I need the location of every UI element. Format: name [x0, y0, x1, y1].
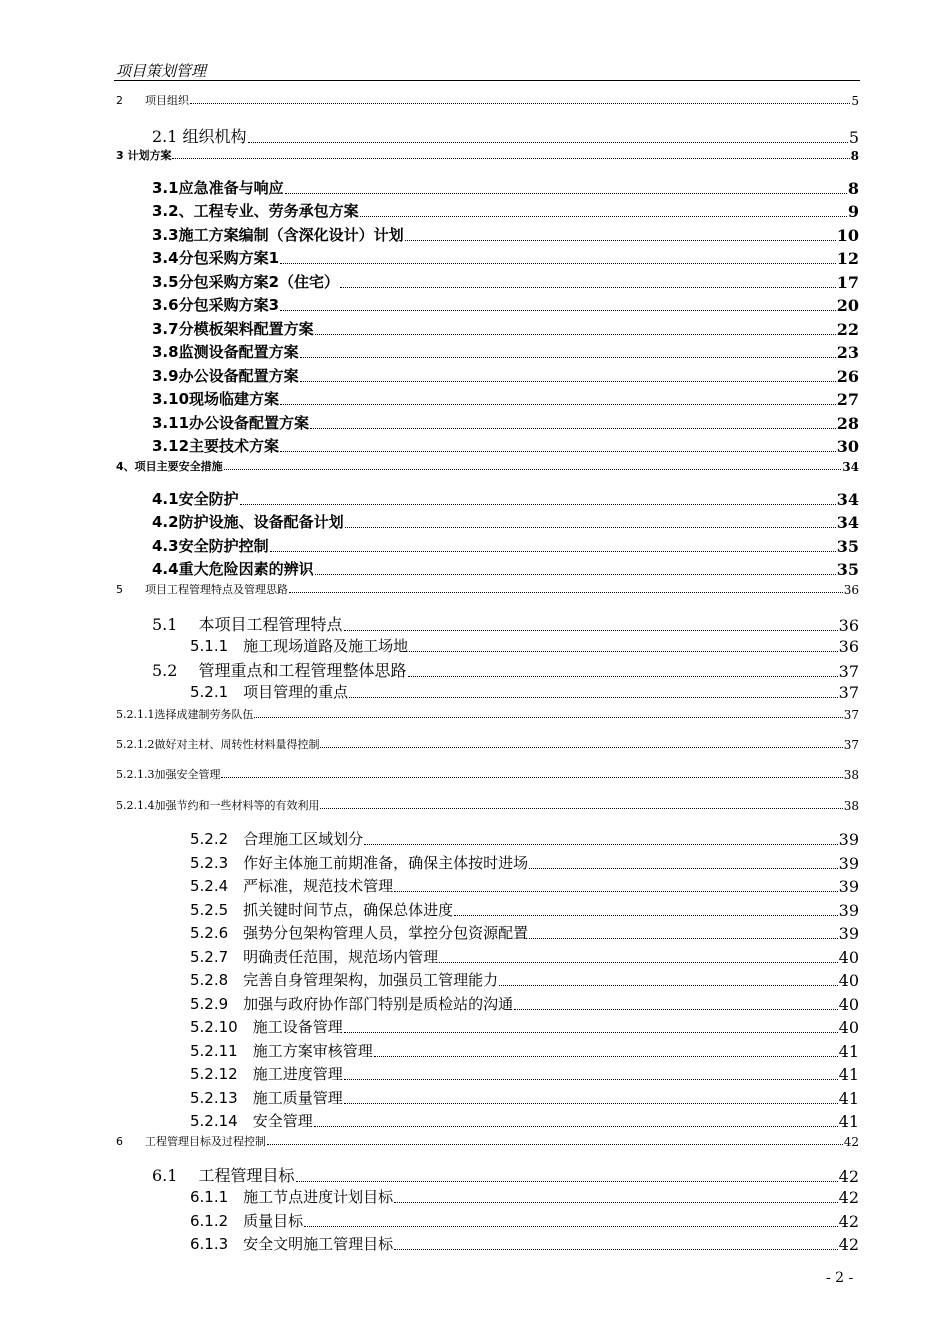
toc-entry[interactable]: [190, 1186, 859, 1207]
toc-leader: [344, 1103, 838, 1104]
toc-leader: [360, 216, 847, 217]
toc-entry-page: 28: [836, 414, 859, 433]
toc-entry-page: 41: [838, 1042, 859, 1061]
toc-entry-page: 10: [836, 226, 859, 245]
toc-entry[interactable]: [190, 922, 859, 943]
toc-entry-label: 6.1.3 安全文明施工管理目标: [190, 1235, 394, 1253]
toc-leader: [320, 747, 842, 748]
header-title: 项目策划管理: [116, 62, 207, 80]
toc-entry-page: 20: [836, 296, 859, 315]
toc-entry-page: 39: [838, 830, 859, 849]
toc-entry-label: 5.2.1.4加强节约和一些材料等的有效利用: [116, 799, 320, 812]
toc-leader: [340, 287, 836, 288]
toc-entry-label: 2 项目组织: [116, 94, 189, 107]
toc-leader: [248, 142, 848, 143]
toc-entry-page: 34: [836, 490, 859, 509]
toc-entry[interactable]: [152, 488, 859, 509]
toc-entry-label: 3.10现场临建方案: [152, 390, 280, 408]
toc-leader: [394, 1202, 837, 1203]
toc-leader: [314, 1126, 838, 1127]
toc-entry-label: 3.11办公设备配置方案: [152, 414, 310, 432]
toc-entry[interactable]: [152, 412, 859, 433]
toc-entry-label: 3.4分包采购方案1: [152, 249, 280, 267]
toc-leader: [315, 574, 836, 575]
toc-entry-label: 5.2 管理重点和工程管理整体思路: [152, 661, 407, 680]
toc-entry[interactable]: [152, 224, 859, 245]
toc-entry-label: 3 计划方案: [116, 149, 172, 162]
toc-leader: [254, 717, 842, 718]
toc-leader: [394, 891, 837, 892]
toc-entry[interactable]: [190, 1110, 859, 1131]
toc-entry-label: 3.7分模板架料配置方案: [152, 320, 314, 338]
toc-entry[interactable]: [190, 1210, 859, 1231]
toc-leader: [304, 1226, 837, 1227]
toc-entry[interactable]: [116, 1133, 859, 1149]
toc-entry[interactable]: [190, 681, 859, 702]
toc-entry-page: 8: [850, 149, 859, 163]
toc-leader: [364, 844, 837, 845]
toc-entry-label: 6 工程管理目标及过程控制: [116, 1135, 266, 1148]
toc-entry-label: 4.4重大危险因素的辨识: [152, 560, 314, 578]
toc-entry-label: 3.8监测设备配置方案: [152, 343, 299, 361]
toc-entry-label: 3.3施工方案编制（含深化设计）计划: [152, 226, 404, 244]
toc-entry-label: 5.2.13 施工质量管理: [190, 1089, 343, 1107]
toc-leader: [280, 404, 836, 405]
toc-entry[interactable]: [116, 797, 859, 813]
toc-entry[interactable]: [116, 147, 859, 163]
toc-entry[interactable]: [116, 706, 859, 722]
toc-entry-label: 5.2.6 强势分包架构管理人员，掌控分包资源配置: [190, 924, 529, 942]
toc-entry[interactable]: [190, 1063, 859, 1084]
toc-entry-label: 5.2.2 合理施工区域划分: [190, 830, 364, 848]
toc-entry-page: 41: [838, 1065, 859, 1084]
toc-entry-label: 5.2.1 项目管理的重点: [190, 683, 349, 701]
toc-entry[interactable]: [116, 581, 859, 597]
toc-entry-label: 5.2.9 加强与政府协作部门特别是质检站的沟通: [190, 995, 514, 1013]
toc-leader: [310, 428, 836, 429]
toc-entry-page: 40: [838, 971, 859, 990]
toc-leader: [409, 651, 837, 652]
toc-entry-page: 5: [848, 128, 859, 147]
toc-entry-label: 3.6分包采购方案3: [152, 296, 280, 314]
toc-entry-page: 40: [838, 1018, 859, 1037]
toc-leader: [285, 193, 847, 194]
toc-leader: [289, 592, 843, 593]
toc-leader: [344, 630, 838, 631]
toc-leader: [439, 962, 837, 963]
toc-leader: [349, 697, 837, 698]
toc-entry[interactable]: [152, 511, 859, 532]
toc-entry-label: 2.1 组织机构: [152, 127, 247, 146]
toc-entry[interactable]: [152, 341, 859, 362]
toc-entry-label: 5.2.12 施工进度管理: [190, 1065, 343, 1083]
toc-entry[interactable]: [152, 612, 859, 635]
toc-entry-page: 42: [838, 1235, 859, 1254]
toc-leader: [344, 1079, 838, 1080]
toc-entry-page: 42: [838, 1167, 859, 1186]
header-rule: [114, 80, 860, 81]
toc-entry-page: 39: [838, 901, 859, 920]
toc-entry-page: 39: [838, 924, 859, 943]
toc-leader: [280, 451, 836, 452]
toc-leader: [408, 676, 838, 677]
toc-leader: [394, 1249, 837, 1250]
toc-entry-label: 4.2防护设施、设备配备计划: [152, 513, 344, 531]
toc-entry[interactable]: [152, 271, 859, 292]
toc-entry-page: 26: [836, 367, 859, 386]
toc-entry[interactable]: [116, 736, 859, 752]
toc-leader: [221, 777, 842, 778]
toc-entry-label: 5.2.14 安全管理: [190, 1112, 313, 1130]
toc-entry-page: 23: [836, 343, 859, 362]
toc-leader: [499, 985, 837, 986]
toc-entry-label: 5.2.10 施工设备管理: [190, 1018, 343, 1036]
toc-entry-label: 3.1应急准备与响应: [152, 179, 284, 197]
toc-entry-page: 40: [838, 995, 859, 1014]
toc-entry-label: 4.1安全防护: [152, 490, 239, 508]
toc-entry-page: 37: [838, 683, 859, 702]
toc-entry-label: 3.5分包采购方案2（住宅）: [152, 273, 340, 291]
toc-entry-label: 5.2.3 作好主体施工前期准备，确保主体按时进场: [190, 854, 529, 872]
toc-entry-label: 5.2.8 完善自身管理架构，加强员工管理能力: [190, 971, 499, 989]
toc-entry-page: 5: [851, 94, 859, 108]
toc-entry-label: 4.3安全防护控制: [152, 537, 269, 555]
toc-entry[interactable]: [190, 946, 859, 967]
toc-entry[interactable]: [190, 1016, 859, 1037]
toc-entry-page: 39: [838, 877, 859, 896]
toc-entry[interactable]: [152, 658, 859, 681]
toc-entry[interactable]: [190, 899, 859, 920]
toc-entry-label: 5.2.11 施工方案审核管理: [190, 1042, 373, 1060]
toc-entry[interactable]: [152, 247, 859, 268]
toc-entry[interactable]: [152, 124, 859, 147]
toc-entry-label: 5.2.1.1选择成建制劳务队伍: [116, 708, 254, 721]
toc-entry[interactable]: [116, 766, 859, 782]
toc-leader: [315, 334, 836, 335]
toc-entry-label: 6.1.1 施工节点进度计划目标: [190, 1188, 394, 1206]
toc-entry[interactable]: [152, 558, 859, 579]
toc-entry[interactable]: [152, 177, 859, 198]
page-number: - 2 -: [826, 1270, 854, 1286]
toc-entry-page: 42: [843, 1135, 859, 1149]
toc-entry-page: 34: [842, 460, 859, 474]
toc-entry-label: 4、项目主要安全措施: [116, 460, 223, 473]
toc-leader: [296, 1181, 838, 1182]
toc-entry-page: 30: [836, 437, 859, 456]
toc-leader: [374, 1056, 838, 1057]
toc-entry-page: 36: [838, 637, 859, 656]
toc-leader: [514, 1009, 837, 1010]
toc-entry-page: 35: [836, 560, 859, 579]
toc-entry-page: 36: [838, 616, 859, 635]
toc-entry-page: 12: [836, 249, 859, 268]
toc-leader: [529, 868, 837, 869]
toc-entry-label: 3.2、工程专业、劳务承包方案: [152, 202, 359, 220]
toc-entry-page: 8: [847, 179, 859, 198]
toc-entry[interactable]: [190, 1040, 859, 1061]
toc-entry-label: 5.1 本项目工程管理特点: [152, 615, 343, 634]
toc-entry-label: 5.1.1 施工现场道路及施工场地: [190, 637, 409, 655]
toc-entry-label: 3.9办公设备配置方案: [152, 367, 299, 385]
toc-leader: [454, 915, 837, 916]
toc-leader: [405, 240, 836, 241]
toc-entry[interactable]: [190, 828, 859, 849]
toc-entry[interactable]: [152, 365, 859, 386]
toc-entry-label: 5.2.7 明确责任范围，规范场内管理: [190, 948, 439, 966]
toc-entry[interactable]: [190, 875, 859, 896]
toc-entry[interactable]: [190, 1233, 859, 1254]
toc-entry-page: 9: [847, 202, 859, 221]
toc-leader: [320, 808, 842, 809]
toc-entry-label: 3.12主要技术方案: [152, 437, 280, 455]
toc-entry-page: 34: [836, 513, 859, 532]
toc-leader: [224, 469, 842, 470]
toc-entry[interactable]: [116, 458, 859, 474]
toc-entry[interactable]: [190, 993, 859, 1014]
toc-entry-page: 42: [838, 1188, 859, 1207]
toc-entry[interactable]: [152, 294, 859, 315]
toc-entry[interactable]: [152, 388, 859, 409]
toc-leader: [344, 1032, 838, 1033]
toc-leader: [240, 504, 836, 505]
toc-entry[interactable]: [152, 318, 859, 339]
toc-entry-page: 22: [836, 320, 859, 339]
toc-entry[interactable]: [152, 435, 859, 456]
toc-entry[interactable]: [152, 535, 859, 556]
toc-leader: [190, 103, 850, 104]
toc-entry-page: 41: [838, 1089, 859, 1108]
toc-entry[interactable]: [152, 1163, 859, 1186]
toc-leader: [267, 1144, 843, 1145]
toc-leader: [345, 527, 836, 528]
toc-leader: [270, 551, 836, 552]
toc-entry-page: 37: [838, 662, 859, 681]
toc-entry-label: 5.2.4 严标准，规范技术管理: [190, 877, 394, 895]
toc-leader: [300, 381, 836, 382]
toc-entry-label: 5.2.5 抓关键时间节点，确保总体进度: [190, 901, 454, 919]
toc-entry-page: 17: [836, 273, 859, 292]
toc-leader: [280, 263, 836, 264]
toc-entry-page: 36: [843, 583, 859, 597]
toc-leader: [280, 310, 836, 311]
toc-entry-page: 37: [843, 708, 859, 722]
toc-entry[interactable]: [152, 200, 859, 221]
toc-entry-label: 5.2.1.3加强安全管理: [116, 768, 221, 781]
toc-entry[interactable]: [116, 92, 859, 108]
toc-leader: [172, 158, 849, 159]
toc-entry-label: 5.2.1.2做好对主材、周转性材料量得控制: [116, 738, 320, 751]
toc-entry-page: 35: [836, 537, 859, 556]
toc-entry-page: 27: [836, 390, 859, 409]
toc-entry-page: 41: [838, 1112, 859, 1131]
toc-entry-page: 37: [843, 738, 859, 752]
toc-leader: [529, 938, 837, 939]
toc-entry-label: 6.1 工程管理目标: [152, 1166, 295, 1185]
toc-entry-page: 40: [838, 948, 859, 967]
toc-leader: [300, 357, 836, 358]
toc-entry-label: 6.1.2 质量目标: [190, 1212, 304, 1230]
toc-entry-page: 38: [843, 768, 859, 782]
toc-entry-label: 5 项目工程管理特点及管理思路: [116, 583, 288, 596]
toc-entry-page: 42: [838, 1212, 859, 1231]
toc-entry[interactable]: [190, 1087, 859, 1108]
toc-entry[interactable]: [190, 852, 859, 873]
toc-entry-page: 38: [843, 799, 859, 813]
toc-entry-page: 39: [838, 854, 859, 873]
toc-entry[interactable]: [190, 635, 859, 656]
toc-entry[interactable]: [190, 969, 859, 990]
